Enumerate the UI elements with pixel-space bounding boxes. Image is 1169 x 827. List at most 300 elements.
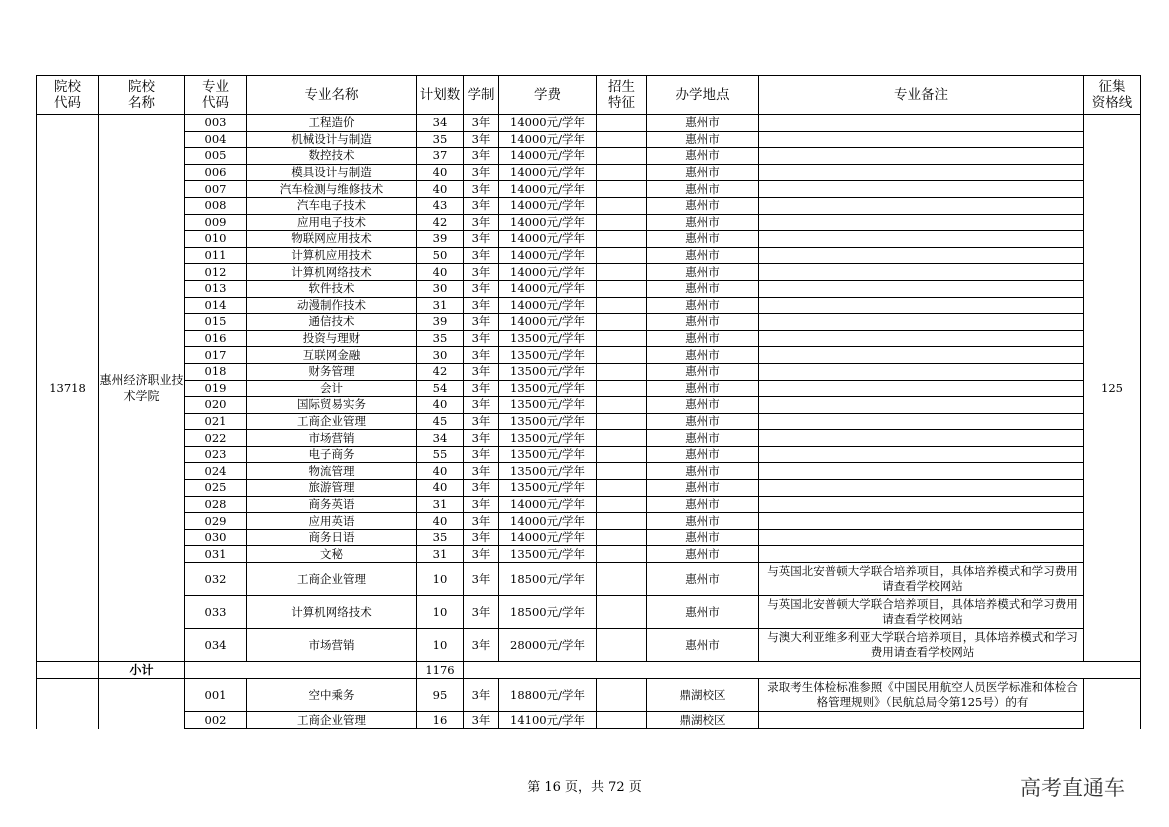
plan-cell: 42 <box>417 363 464 380</box>
major-code-cell: 017 <box>185 347 247 364</box>
plan-cell: 34 <box>417 430 464 447</box>
fee-cell: 13500元/学年 <box>499 330 597 347</box>
plan-cell: 40 <box>417 264 464 281</box>
major-name-cell: 计算机应用技术 <box>247 247 417 264</box>
major-code-cell: 004 <box>185 131 247 148</box>
plan-cell: 10 <box>417 629 464 662</box>
header-plan: 计划数 <box>417 76 464 115</box>
plan-cell: 40 <box>417 397 464 414</box>
remark-cell <box>759 214 1084 231</box>
major-name-cell: 市场营销 <box>247 629 417 662</box>
table-row <box>37 247 1141 264</box>
feature-cell <box>597 513 647 530</box>
years-cell: 3年 <box>464 164 499 181</box>
major-code-cell: 010 <box>185 231 247 248</box>
location-cell: 惠州市 <box>647 546 759 563</box>
header-inst-name: 院校 名称 <box>99 76 185 115</box>
header-years: 学制 <box>464 76 499 115</box>
remark-cell <box>759 264 1084 281</box>
subtotal-value: 1176 <box>417 662 464 679</box>
plan-cell: 50 <box>417 247 464 264</box>
location-cell: 惠州市 <box>647 297 759 314</box>
plan-cell: 10 <box>417 563 464 596</box>
fee-cell: 14000元/学年 <box>499 496 597 513</box>
major-name-cell: 动漫制作技术 <box>247 297 417 314</box>
plan-cell: 43 <box>417 197 464 214</box>
years-cell: 3年 <box>464 712 499 729</box>
table-row <box>37 546 1141 563</box>
major-name-cell: 空中乘务 <box>247 679 417 712</box>
fee-cell: 14100元/学年 <box>499 712 597 729</box>
plan-cell: 39 <box>417 231 464 248</box>
remark-cell <box>759 164 1084 181</box>
feature-cell <box>597 181 647 198</box>
location-cell: 惠州市 <box>647 397 759 414</box>
fee-cell: 13500元/学年 <box>499 413 597 430</box>
page-cut <box>0 734 1169 754</box>
line-cell: 125 <box>1084 115 1141 662</box>
table-row <box>37 297 1141 314</box>
major-code-cell: 034 <box>185 629 247 662</box>
years-cell: 3年 <box>464 496 499 513</box>
major-code-cell: 018 <box>185 363 247 380</box>
major-name-cell: 国际贸易实务 <box>247 397 417 414</box>
fee-cell: 14000元/学年 <box>499 214 597 231</box>
fee-cell: 13500元/学年 <box>499 380 597 397</box>
major-code-cell: 013 <box>185 280 247 297</box>
remark-cell <box>759 397 1084 414</box>
major-code-cell: 022 <box>185 430 247 447</box>
major-name-cell: 市场营销 <box>247 430 417 447</box>
table-row <box>37 629 1141 662</box>
table-row <box>37 181 1141 198</box>
plan-cell: 10 <box>417 596 464 629</box>
inst-code-cell <box>37 679 99 729</box>
location-cell: 惠州市 <box>647 280 759 297</box>
years-cell: 3年 <box>464 679 499 712</box>
major-code-cell: 021 <box>185 413 247 430</box>
table-row <box>37 496 1141 513</box>
location-cell: 惠州市 <box>647 463 759 480</box>
plan-cell: 54 <box>417 380 464 397</box>
years-cell: 3年 <box>464 529 499 546</box>
inst-name-cell: 惠州经济职业技术学院 <box>99 115 185 662</box>
location-cell: 惠州市 <box>647 596 759 629</box>
plan-cell: 35 <box>417 330 464 347</box>
feature-cell <box>597 480 647 497</box>
table-row <box>37 463 1141 480</box>
remark-cell <box>759 197 1084 214</box>
location-cell: 惠州市 <box>647 430 759 447</box>
fee-cell: 14000元/学年 <box>499 231 597 248</box>
location-cell: 惠州市 <box>647 563 759 596</box>
major-name-cell: 物联网应用技术 <box>247 231 417 248</box>
years-cell: 3年 <box>464 231 499 248</box>
years-cell: 3年 <box>464 330 499 347</box>
major-code-cell: 029 <box>185 513 247 530</box>
major-name-cell: 模具设计与制造 <box>247 164 417 181</box>
major-code-cell: 006 <box>185 164 247 181</box>
feature-cell <box>597 115 647 132</box>
plan-cell: 39 <box>417 314 464 331</box>
years-cell: 3年 <box>464 563 499 596</box>
fee-cell: 13500元/学年 <box>499 397 597 414</box>
plan-cell: 37 <box>417 148 464 165</box>
line-cell <box>1084 679 1141 729</box>
feature-cell <box>597 231 647 248</box>
fee-cell: 14000元/学年 <box>499 280 597 297</box>
location-cell: 鼎湖校区 <box>647 679 759 712</box>
fee-cell: 14000元/学年 <box>499 513 597 530</box>
fee-cell: 14000元/学年 <box>499 181 597 198</box>
fee-cell: 14000元/学年 <box>499 197 597 214</box>
major-name-cell: 投资与理财 <box>247 330 417 347</box>
remark-cell <box>759 131 1084 148</box>
table-row <box>37 679 1141 712</box>
remark-cell <box>759 446 1084 463</box>
table-row <box>37 148 1141 165</box>
years-cell: 3年 <box>464 214 499 231</box>
years-cell: 3年 <box>464 446 499 463</box>
table-row <box>37 314 1141 331</box>
major-name-cell: 文秘 <box>247 546 417 563</box>
location-cell: 惠州市 <box>647 529 759 546</box>
years-cell: 3年 <box>464 181 499 198</box>
inst-code-cell: 13718 <box>37 115 99 662</box>
fee-cell: 14000元/学年 <box>499 314 597 331</box>
major-code-cell: 020 <box>185 397 247 414</box>
feature-cell <box>597 197 647 214</box>
feature-cell <box>597 629 647 662</box>
plan-cell: 30 <box>417 347 464 364</box>
header-row <box>37 76 1141 115</box>
remark-cell <box>759 231 1084 248</box>
header-location: 办学地点 <box>647 76 759 115</box>
major-name-cell: 工商企业管理 <box>247 712 417 729</box>
years-cell: 3年 <box>464 197 499 214</box>
plan-cell: 31 <box>417 496 464 513</box>
years-cell: 3年 <box>464 148 499 165</box>
location-cell: 惠州市 <box>647 480 759 497</box>
major-name-cell: 工商企业管理 <box>247 413 417 430</box>
feature-cell <box>597 330 647 347</box>
major-code-cell: 028 <box>185 496 247 513</box>
feature-cell <box>597 297 647 314</box>
table-row <box>37 214 1141 231</box>
major-name-cell: 数控技术 <box>247 148 417 165</box>
header-fee: 学费 <box>499 76 597 115</box>
location-cell: 惠州市 <box>647 347 759 364</box>
location-cell: 惠州市 <box>647 380 759 397</box>
plan-cell: 45 <box>417 413 464 430</box>
fee-cell: 14000元/学年 <box>499 529 597 546</box>
remark-cell <box>759 513 1084 530</box>
table-row <box>37 563 1141 596</box>
fee-cell: 14000元/学年 <box>499 164 597 181</box>
major-code-cell: 014 <box>185 297 247 314</box>
feature-cell <box>597 214 647 231</box>
location-cell: 惠州市 <box>647 330 759 347</box>
remark-cell <box>759 480 1084 497</box>
location-cell: 惠州市 <box>647 197 759 214</box>
feature-cell <box>597 546 647 563</box>
table-row <box>37 529 1141 546</box>
fee-cell: 13500元/学年 <box>499 546 597 563</box>
plan-cell: 55 <box>417 446 464 463</box>
plan-cell: 31 <box>417 546 464 563</box>
table-row <box>37 380 1141 397</box>
location-cell: 惠州市 <box>647 363 759 380</box>
major-name-cell: 旅游管理 <box>247 480 417 497</box>
table-row <box>37 446 1141 463</box>
location-cell: 惠州市 <box>647 247 759 264</box>
fee-cell: 14000元/学年 <box>499 148 597 165</box>
major-name-cell: 电子商务 <box>247 446 417 463</box>
years-cell: 3年 <box>464 264 499 281</box>
feature-cell <box>597 446 647 463</box>
remark-cell <box>759 314 1084 331</box>
remark-cell <box>759 347 1084 364</box>
plan-cell: 16 <box>417 712 464 729</box>
years-cell: 3年 <box>464 513 499 530</box>
major-code-cell: 032 <box>185 563 247 596</box>
years-cell: 3年 <box>464 480 499 497</box>
major-name-cell: 计算机网络技术 <box>247 264 417 281</box>
fee-cell: 14000元/学年 <box>499 247 597 264</box>
feature-cell <box>597 413 647 430</box>
years-cell: 3年 <box>464 347 499 364</box>
header-remark: 专业备注 <box>759 76 1084 115</box>
remark-cell: 与英国北安普顿大学联合培养项目，具体培养模式和学习费用请查看学校网站 <box>759 596 1084 629</box>
major-name-cell: 商务日语 <box>247 529 417 546</box>
remark-cell <box>759 181 1084 198</box>
table-row <box>37 115 1141 132</box>
location-cell: 鼎湖校区 <box>647 712 759 729</box>
major-name-cell: 工程造价 <box>247 115 417 132</box>
years-cell: 3年 <box>464 314 499 331</box>
location-cell: 惠州市 <box>647 496 759 513</box>
years-cell: 3年 <box>464 247 499 264</box>
table-row <box>37 413 1141 430</box>
feature-cell <box>597 264 647 281</box>
remark-cell <box>759 496 1084 513</box>
table-row <box>37 480 1141 497</box>
remark-cell <box>759 363 1084 380</box>
location-cell: 惠州市 <box>647 413 759 430</box>
fee-cell: 13500元/学年 <box>499 363 597 380</box>
feature-cell <box>597 363 647 380</box>
years-cell: 3年 <box>464 131 499 148</box>
table-row <box>37 347 1141 364</box>
major-code-cell: 003 <box>185 115 247 132</box>
plan-cell: 30 <box>417 280 464 297</box>
admission-table <box>36 75 1141 729</box>
feature-cell <box>597 131 647 148</box>
feature-cell <box>597 164 647 181</box>
feature-cell <box>597 463 647 480</box>
header-line: 征集 资格线 <box>1084 76 1141 115</box>
location-cell: 惠州市 <box>647 264 759 281</box>
plan-cell: 40 <box>417 480 464 497</box>
years-cell: 3年 <box>464 629 499 662</box>
major-name-cell: 汽车检测与维修技术 <box>247 181 417 198</box>
header-major-code: 专业 代码 <box>185 76 247 115</box>
major-name-cell: 应用电子技术 <box>247 214 417 231</box>
fee-cell: 13500元/学年 <box>499 430 597 447</box>
major-code-cell: 009 <box>185 214 247 231</box>
location-cell: 惠州市 <box>647 513 759 530</box>
table-row <box>37 596 1141 629</box>
table-row <box>37 397 1141 414</box>
header-feature: 招生 特征 <box>597 76 647 115</box>
major-code-cell: 025 <box>185 480 247 497</box>
major-code-cell: 001 <box>185 679 247 712</box>
plan-cell: 40 <box>417 181 464 198</box>
remark-cell <box>759 712 1084 729</box>
feature-cell <box>597 596 647 629</box>
table-row <box>37 712 1141 729</box>
fee-cell: 18800元/学年 <box>499 679 597 712</box>
plan-cell: 40 <box>417 513 464 530</box>
location-cell: 惠州市 <box>647 314 759 331</box>
major-code-cell: 015 <box>185 314 247 331</box>
remark-cell <box>759 330 1084 347</box>
table-row <box>37 264 1141 281</box>
feature-cell <box>597 247 647 264</box>
feature-cell <box>597 380 647 397</box>
years-cell: 3年 <box>464 413 499 430</box>
years-cell: 3年 <box>464 463 499 480</box>
major-name-cell: 财务管理 <box>247 363 417 380</box>
years-cell: 3年 <box>464 380 499 397</box>
major-name-cell: 机械设计与制造 <box>247 131 417 148</box>
watermark: 高考直通车 <box>1020 776 1125 800</box>
feature-cell <box>597 314 647 331</box>
subtotal-row <box>37 662 1141 679</box>
remark-cell: 录取考生体检标准参照《中国民用航空人员医学标准和体检合格管理规则》（民航总局令第125号）的有 <box>759 679 1084 712</box>
major-code-cell: 023 <box>185 446 247 463</box>
major-code-cell: 031 <box>185 546 247 563</box>
remark-cell <box>759 297 1084 314</box>
plan-cell: 40 <box>417 164 464 181</box>
major-name-cell: 会计 <box>247 380 417 397</box>
major-code-cell: 007 <box>185 181 247 198</box>
table-row <box>37 197 1141 214</box>
remark-cell <box>759 148 1084 165</box>
major-code-cell: 002 <box>185 712 247 729</box>
feature-cell <box>597 496 647 513</box>
major-name-cell: 应用英语 <box>247 513 417 530</box>
years-cell: 3年 <box>464 115 499 132</box>
table-row <box>37 330 1141 347</box>
location-cell: 惠州市 <box>647 131 759 148</box>
years-cell: 3年 <box>464 363 499 380</box>
fee-cell: 14000元/学年 <box>499 131 597 148</box>
years-cell: 3年 <box>464 397 499 414</box>
fee-cell: 14000元/学年 <box>499 297 597 314</box>
subtotal-label: 小计 <box>99 662 185 679</box>
table-row <box>37 363 1141 380</box>
remark-cell <box>759 413 1084 430</box>
empty-cell <box>464 662 1141 679</box>
remark-cell <box>759 380 1084 397</box>
fee-cell: 14000元/学年 <box>499 264 597 281</box>
major-code-cell: 019 <box>185 380 247 397</box>
major-code-cell: 005 <box>185 148 247 165</box>
fee-cell: 18500元/学年 <box>499 563 597 596</box>
major-name-cell: 计算机网络技术 <box>247 596 417 629</box>
years-cell: 3年 <box>464 280 499 297</box>
feature-cell <box>597 529 647 546</box>
feature-cell <box>597 280 647 297</box>
fee-cell: 13500元/学年 <box>499 480 597 497</box>
fee-cell: 14000元/学年 <box>499 115 597 132</box>
major-code-cell: 016 <box>185 330 247 347</box>
major-code-cell: 030 <box>185 529 247 546</box>
empty-cell <box>37 662 99 679</box>
plan-cell: 35 <box>417 131 464 148</box>
major-code-cell: 011 <box>185 247 247 264</box>
feature-cell <box>597 397 647 414</box>
fee-cell: 28000元/学年 <box>499 629 597 662</box>
inst-name-cell <box>99 679 185 729</box>
feature-cell <box>597 679 647 712</box>
major-name-cell: 汽车电子技术 <box>247 197 417 214</box>
years-cell: 3年 <box>464 297 499 314</box>
plan-cell: 95 <box>417 679 464 712</box>
remark-cell <box>759 280 1084 297</box>
location-cell: 惠州市 <box>647 446 759 463</box>
feature-cell <box>597 563 647 596</box>
plan-cell: 35 <box>417 529 464 546</box>
feature-cell <box>597 347 647 364</box>
location-cell: 惠州市 <box>647 148 759 165</box>
remark-cell <box>759 430 1084 447</box>
years-cell: 3年 <box>464 430 499 447</box>
years-cell: 3年 <box>464 546 499 563</box>
feature-cell <box>597 712 647 729</box>
major-name-cell: 物流管理 <box>247 463 417 480</box>
table-row <box>37 280 1141 297</box>
plan-cell: 31 <box>417 297 464 314</box>
fee-cell: 13500元/学年 <box>499 463 597 480</box>
remark-cell <box>759 463 1084 480</box>
major-name-cell: 工商企业管理 <box>247 563 417 596</box>
header-major-name: 专业名称 <box>247 76 417 115</box>
major-name-cell: 软件技术 <box>247 280 417 297</box>
fee-cell: 13500元/学年 <box>499 446 597 463</box>
remark-cell: 与澳大利亚维多利亚大学联合培养项目，具体培养模式和学习费用请查看学校网站 <box>759 629 1084 662</box>
page-footer: 第 16 页，共 72 页 <box>527 780 642 795</box>
fee-cell: 13500元/学年 <box>499 347 597 364</box>
plan-cell: 40 <box>417 463 464 480</box>
table-row <box>37 513 1141 530</box>
plan-cell: 42 <box>417 214 464 231</box>
location-cell: 惠州市 <box>647 115 759 132</box>
major-code-cell: 024 <box>185 463 247 480</box>
table-row <box>37 430 1141 447</box>
remark-cell: 与英国北安普顿大学联合培养项目，具体培养模式和学习费用请查看学校网站 <box>759 563 1084 596</box>
location-cell: 惠州市 <box>647 181 759 198</box>
location-cell: 惠州市 <box>647 231 759 248</box>
remark-cell <box>759 115 1084 132</box>
table-row <box>37 131 1141 148</box>
major-name-cell: 通信技术 <box>247 314 417 331</box>
major-code-cell: 008 <box>185 197 247 214</box>
major-code-cell: 033 <box>185 596 247 629</box>
location-cell: 惠州市 <box>647 164 759 181</box>
feature-cell <box>597 148 647 165</box>
